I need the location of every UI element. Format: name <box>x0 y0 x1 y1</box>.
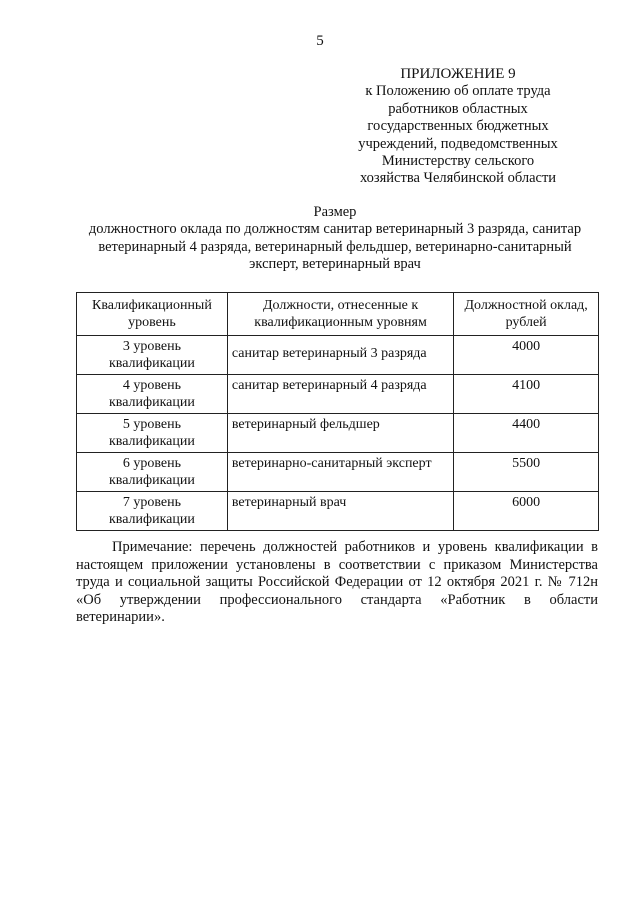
cell-position: санитар ветеринарный 4 разряда <box>227 375 453 414</box>
cell-salary: 4000 <box>454 336 599 375</box>
cell-position: санитар ветеринарный 3 разряда <box>227 336 453 375</box>
table-row <box>77 414 599 453</box>
column-header-level: Квалификационный уровень <box>77 293 228 336</box>
appendix-line: к Положению об оплате труда <box>365 83 551 100</box>
appendix-line: учреждений, подведомственных <box>358 135 558 152</box>
column-header-salary: Должностной оклад, рублей <box>454 293 599 336</box>
page-number: 5 <box>316 33 324 49</box>
salary-table <box>76 292 599 531</box>
cell-salary: 5500 <box>454 453 599 492</box>
cell-level: 5 уровень квалификации <box>77 414 228 453</box>
cell-position: ветеринарный фельдшер <box>227 414 453 453</box>
table-row <box>77 375 599 414</box>
title-line: Размер <box>313 204 357 220</box>
table-header-row <box>77 293 599 336</box>
note-paragraph <box>76 539 598 627</box>
appendix-line: работников областных <box>388 100 528 117</box>
appendix-header <box>328 66 588 188</box>
cell-position: ветеринарно-санитарный эксперт <box>227 453 453 492</box>
cell-salary: 4100 <box>454 375 599 414</box>
appendix-line: хозяйства Челябинской области <box>359 170 557 187</box>
appendix-heading: ПРИЛОЖЕНИЕ 9 <box>400 66 516 82</box>
title-line: ветеринарный 4 разряда, ветеринарный фельдшер, ветеринарно-санитарный <box>98 238 572 255</box>
column-header-positions: Должности, отнесенные к квалификационным уровням <box>227 293 453 336</box>
table-row <box>77 336 599 375</box>
cell-level: 3 уровень квалификации <box>77 336 228 375</box>
table-row <box>77 492 599 531</box>
table-row <box>77 453 599 492</box>
appendix-line: Министерству сельского <box>381 153 535 170</box>
title-line: должностного оклада по должностям санитар ветеринарный 3 разряда, санитар <box>88 221 582 238</box>
cell-level: 7 уровень квалификации <box>77 492 228 531</box>
appendix-line: государственных бюджетных <box>367 118 549 135</box>
cell-level: 6 уровень квалификации <box>77 453 228 492</box>
note-text: Примечание: перечень должностей работников и уровень квалификации в настоящем приложении установлены в соответствии с приказом Министерства труда и социальной защиты Российской Федерации от 12 октября 2021 г. № 712н «Об утверждении профессионального стандарта «Работник в области ветеринарии». <box>76 539 598 626</box>
cell-level: 4 уровень квалификации <box>77 375 228 414</box>
cell-salary: 4400 <box>454 414 599 453</box>
cell-position: ветеринарный врач <box>227 492 453 531</box>
title-line: эксперт, ветеринарный врач <box>249 256 421 273</box>
document-title <box>40 204 630 274</box>
cell-salary: 6000 <box>454 492 599 531</box>
